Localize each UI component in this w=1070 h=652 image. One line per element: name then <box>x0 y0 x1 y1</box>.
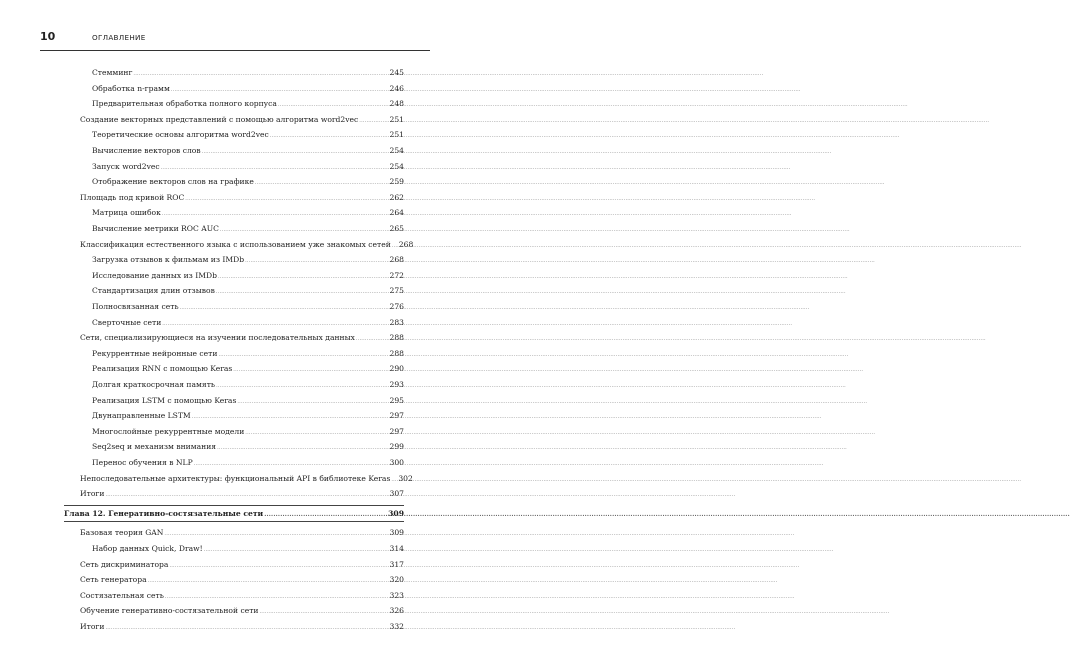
toc-entry <box>92 427 404 436</box>
toc-entry-title: Площадь под кривой ROC <box>80 192 185 202</box>
toc-entry <box>80 622 404 631</box>
toc-entry <box>92 442 404 451</box>
toc-entry <box>92 224 404 233</box>
toc-entry-title: Матрица ошибок <box>92 208 161 218</box>
toc-entry-title: Базовая теория GAN <box>80 528 164 538</box>
dot-leader <box>185 196 388 202</box>
toc-entry <box>92 396 404 405</box>
chapter-rule-top <box>64 505 404 506</box>
dot-leader <box>192 414 389 420</box>
toc-entry-page: 323 <box>389 590 404 600</box>
toc-entry <box>92 255 404 264</box>
toc-entry <box>92 162 404 171</box>
dot-leader <box>218 352 388 358</box>
toc-entry <box>92 349 404 358</box>
toc-entry-page: 251 <box>389 114 404 124</box>
toc-entry <box>92 146 404 155</box>
toc-entry-page: 268 <box>389 255 404 265</box>
toc-entry-page: 283 <box>389 317 404 327</box>
dot-leader <box>264 511 387 518</box>
dot-leader <box>161 165 389 171</box>
toc-entry-title: Двунаправленные LSTM <box>92 411 191 421</box>
toc-entry-title: Классификация естественного языка с использованием уже знакомых сетей <box>80 239 391 249</box>
dot-leader <box>169 563 388 569</box>
toc-entry-page: 262 <box>389 192 404 202</box>
toc-entry <box>92 544 404 553</box>
toc-entry-page: 246 <box>389 83 404 93</box>
toc-entry <box>80 560 404 569</box>
dot-leader <box>270 133 389 139</box>
toc-entry <box>92 99 404 108</box>
toc-entry-page: 300 <box>389 458 404 467</box>
toc-entry <box>80 606 404 615</box>
toc-entry <box>80 193 404 202</box>
toc-entry <box>92 84 404 93</box>
toc-entry <box>92 364 404 373</box>
toc-entry-page: 251 <box>389 130 404 140</box>
toc-entry-title: Сети, специализирующиеся на изучении последовательных данных <box>80 333 355 343</box>
dot-leader <box>233 367 388 373</box>
dot-leader <box>133 71 388 77</box>
dot-leader <box>255 180 389 186</box>
dot-leader <box>237 399 388 405</box>
toc-entry <box>80 115 404 124</box>
toc-entry <box>80 575 404 584</box>
toc-entry <box>92 130 404 139</box>
toc-entry <box>92 318 404 327</box>
toc-entry-page: 295 <box>389 395 404 405</box>
toc-entry-page: 290 <box>389 364 404 374</box>
toc-entry-title: Seq2seq и механизм внимания <box>92 442 217 452</box>
toc-entry-title: Итоги <box>80 489 105 499</box>
toc-entry-title: Полносвязанная сеть <box>92 302 179 311</box>
toc-entry <box>92 411 404 420</box>
toc-entry-page: 307 <box>389 489 404 499</box>
dot-leader <box>162 321 388 327</box>
toc-entry-page: 299 <box>389 442 404 452</box>
toc-entry-title: Реализация RNN с помощью Keras <box>92 364 233 374</box>
toc-entry-page: 264 <box>389 208 404 218</box>
dot-leader <box>180 305 389 311</box>
toc-entry <box>92 271 404 280</box>
toc-entry-page: 326 <box>389 606 404 616</box>
toc-entry-page: 288 <box>389 333 404 343</box>
toc-entry <box>92 208 404 217</box>
toc-entry <box>92 458 404 467</box>
dot-leader <box>105 625 388 631</box>
toc-entry-title: Обработка n-грамм <box>92 83 170 93</box>
toc-entry-title: Сеть генератора <box>80 575 147 585</box>
dot-leader <box>220 227 389 233</box>
dot-leader <box>245 430 388 436</box>
dot-leader <box>218 274 389 280</box>
toc-entry-page: 268 <box>398 239 414 249</box>
toc-entry-title: Итоги <box>80 622 105 631</box>
dot-leader <box>148 578 389 584</box>
dot-leader <box>245 258 388 264</box>
toc-entry-page: 302 <box>398 473 413 483</box>
toc-entry-title: Обучение генеративно-состязательной сети <box>80 606 259 616</box>
toc-entry-page: 288 <box>389 348 404 358</box>
toc-entry-page: 309 <box>389 528 404 538</box>
toc-entry-title: Глава 12. Генеративно-состязательные сети <box>64 508 264 518</box>
toc-entry-page: 317 <box>389 559 404 569</box>
dot-leader <box>194 461 389 467</box>
toc-entry-page: 332 <box>389 622 404 631</box>
toc-entry-title: Сеть дискриминатора <box>80 559 169 569</box>
dot-leader <box>202 149 389 155</box>
toc-entry <box>92 302 404 311</box>
toc-entry-page: 272 <box>389 270 404 280</box>
toc-entry <box>92 286 404 295</box>
toc-entry-title: Перенос обучения в NLP <box>92 458 193 467</box>
toc-entry-page: 309 <box>388 508 404 518</box>
dot-leader <box>171 87 389 93</box>
toc-entry-page: 248 <box>389 99 404 109</box>
toc-entry-title: Набор данных Quick, Draw! <box>92 544 203 553</box>
dot-leader <box>204 547 389 553</box>
dot-leader <box>162 211 389 217</box>
dot-leader <box>356 336 389 342</box>
toc-entry <box>80 333 404 342</box>
chapter-rule-bottom <box>64 521 404 522</box>
toc-entry <box>80 239 414 249</box>
dot-leader <box>105 492 388 498</box>
toc-entry-title: Непоследовательные архитектуры: функциональный API в библиотеке Keras <box>80 473 391 483</box>
toc-entry <box>92 380 404 389</box>
toc-entry-title: Сверточные сети <box>92 317 162 327</box>
toc-entry-title: Загрузка отзывов к фильмам из IMDb <box>92 255 245 265</box>
toc-entry-page: 265 <box>389 224 404 233</box>
toc-entry-page: 293 <box>389 380 404 389</box>
running-title: ОГЛАВЛЕНИЕ <box>92 33 146 42</box>
dot-leader <box>164 531 388 537</box>
toc-entry-page: 314 <box>389 544 404 553</box>
toc-entry-page: 297 <box>389 426 404 436</box>
toc-entry <box>92 68 404 77</box>
toc-entry <box>80 473 413 483</box>
toc-entry-title: Вычисление векторов слов <box>92 146 201 155</box>
toc-entry-page: 259 <box>389 177 404 187</box>
toc-entry-page: 276 <box>389 302 404 311</box>
toc-entry-title: Состязательная сеть <box>80 590 164 600</box>
toc-entry <box>80 528 404 537</box>
dot-leader <box>216 383 388 389</box>
dot-leader <box>217 445 388 451</box>
dot-leader <box>359 118 388 124</box>
toc-entry-title: Запуск word2vec <box>92 161 160 171</box>
toc-entry <box>92 177 404 186</box>
toc-entry-title: Многослойные рекуррентные модели <box>92 426 245 436</box>
toc-entry-title: Вычисление метрики ROC AUC <box>92 224 219 233</box>
toc-entry-page: 245 <box>389 68 404 77</box>
dot-leader <box>165 594 389 600</box>
toc-entry-title: Теоретические основы алгоритма word2vec <box>92 130 269 140</box>
dot-leader <box>278 102 389 108</box>
dot-leader <box>259 609 388 615</box>
toc-entry-title: Рекуррентные нейронные сети <box>92 348 218 358</box>
toc-entry-title: Исследование данных из IMDb <box>92 270 217 280</box>
toc-entry-title: Стандартизация длин отзывов <box>92 286 215 296</box>
page-header <box>40 30 430 51</box>
toc-entry <box>80 591 404 600</box>
toc-entry-title: Отображение векторов слов на графике <box>92 177 254 187</box>
toc-entry-page: 254 <box>389 146 404 155</box>
toc-entry-page: 320 <box>389 575 404 585</box>
toc-entry-title: Реализация LSTM с помощью Keras <box>92 395 237 405</box>
toc-entry-page: 254 <box>389 161 404 171</box>
toc-entry-title: Долгая краткосрочная память <box>92 380 216 389</box>
toc-entry-title: Стемминг <box>92 68 133 77</box>
toc-entry-page: 297 <box>389 411 404 421</box>
page-number: 10 <box>40 30 56 43</box>
toc-entry-page: 275 <box>389 286 404 296</box>
toc-chapter-heading <box>64 509 404 518</box>
toc-entry-title: Создание векторных представлений с помощью алгоритма word2vec <box>80 114 359 124</box>
toc-entry-title: Предварительная обработка полного корпуса <box>92 99 277 109</box>
dot-leader <box>216 289 389 295</box>
toc-entry <box>80 489 404 498</box>
